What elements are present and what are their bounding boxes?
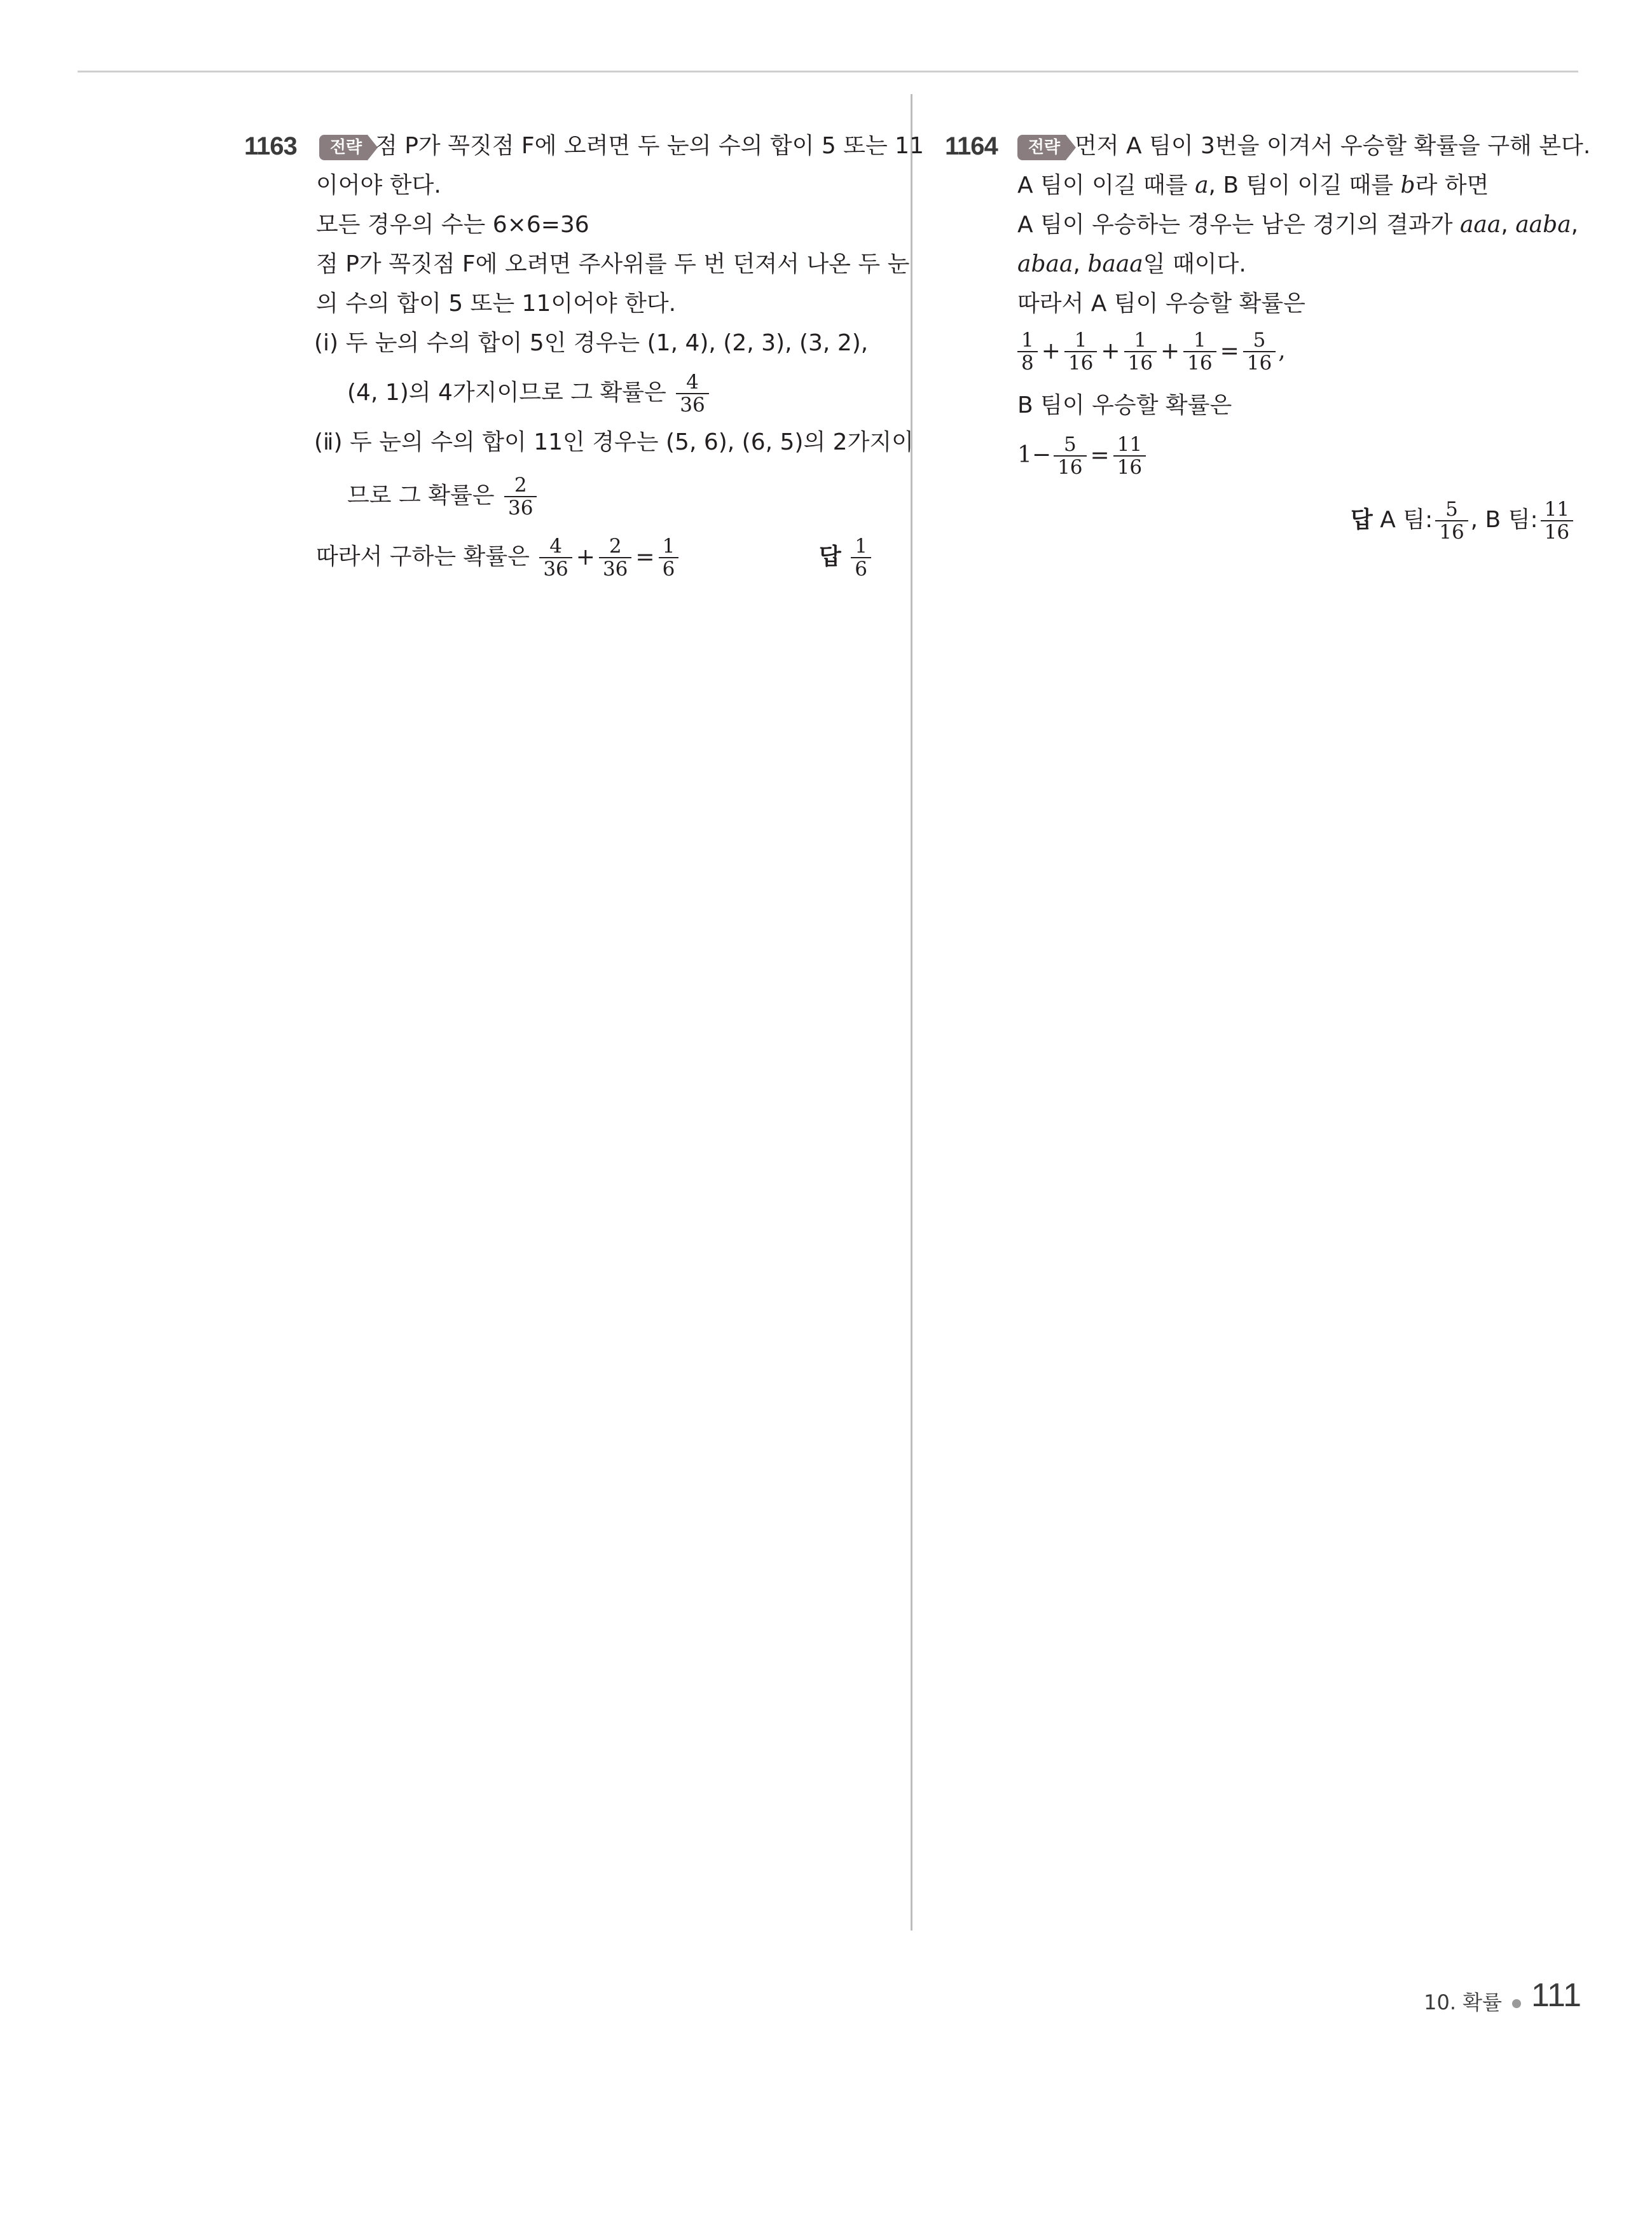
top-rule [78, 71, 1578, 72]
strategy-badge-label: 전략 [1028, 138, 1061, 157]
strategy-badge [319, 135, 378, 160]
fraction: $\frac{4}{36}$ [676, 371, 708, 416]
text-span: 따라서 구하는 확률은 [316, 544, 530, 570]
fraction: $\frac{1}{8}$ [1017, 329, 1038, 374]
answer-a-fraction: $\frac{5}{16}$ [1435, 499, 1468, 543]
text-line: 따라서 A 팀이 우승할 확률은 [1017, 291, 1305, 317]
fraction: $\frac{1}{16}$ [1064, 329, 1097, 374]
final-probability: 따라서 구하는 확률은 $\frac{4}{36}$ + $\frac{2}{36}$ = $\frac{1}{6}$ [316, 535, 681, 580]
answer-b-fraction: $\frac{11}{16}$ [1541, 499, 1573, 543]
fraction: $\frac{5}{16}$ [1054, 434, 1086, 478]
answer-b-label: , B 팀: [1470, 507, 1538, 533]
text-line: 이어야 한다. [316, 172, 441, 198]
sum-expression: $\frac{1}{8}$ + $\frac{1}{16}$ + $\frac{1}{16}$ + $\frac{1}{16}$ = $\frac{5}{16}$ , [1015, 329, 1286, 374]
text-line: abaa, baaa일 때이다. [1017, 251, 1246, 277]
fraction: $\frac{2}{36}$ [599, 535, 631, 580]
text-span: 므로 그 확률은 [347, 483, 495, 509]
problem-number: 1164 [945, 132, 998, 160]
fraction: $\frac{4}{36}$ [539, 535, 572, 580]
answer [819, 535, 874, 580]
fraction: $\frac{1}{16}$ [1124, 329, 1157, 374]
text-line: B 팀이 우승할 확률은 [1017, 392, 1232, 418]
answer-label: 답 [1351, 507, 1373, 533]
strategy-badge [1017, 135, 1076, 160]
text-line: 모든 경우의 수는 6×6=36 [316, 212, 589, 238]
case-i-probability [347, 371, 712, 416]
text-line: 점 P가 꼭짓점 F에 오려면 주사위를 두 번 던져서 나온 두 눈 [316, 251, 910, 277]
fraction: $\frac{2}{36}$ [504, 474, 537, 519]
answer [1351, 499, 1576, 543]
text-line: A 팀이 우승하는 경우는 남은 경기의 결과가 aaa, aaba, [1017, 212, 1579, 238]
fraction: $\frac{1}{16}$ [1183, 329, 1216, 374]
text-line: A 팀이 이길 때를 a, B 팀이 이길 때를 b라 하면 [1017, 172, 1489, 198]
answer-label: 답 [819, 544, 841, 570]
fraction: $\frac{5}{16}$ [1243, 329, 1276, 374]
fraction: $\frac{1}{6}$ [659, 535, 679, 580]
page-number: 111 [1531, 1977, 1582, 2014]
answer-a-label: A 팀: [1380, 507, 1433, 533]
fraction: $\frac{11}{16}$ [1113, 434, 1146, 478]
text-line: 의 수의 합이 5 또는 11이어야 한다. [316, 291, 677, 317]
section-title: 10. 확률 [1424, 1990, 1502, 2014]
case-ii-line: (ⅱ) 두 눈의 수의 합이 11인 경우는 (5, 6), (6, 5)의 2가지이 [314, 429, 914, 455]
footer-dot [1512, 1999, 1521, 2008]
text-line: 먼저 A 팀이 3번을 이겨서 우승할 확률을 구해 본다. [1075, 133, 1591, 159]
column-divider [911, 94, 912, 1931]
answer-fraction: $\frac{1}{6}$ [851, 535, 871, 580]
text-span: (4, 1)의 4가지이므로 그 확률은 [347, 380, 666, 406]
text-line: 점 P가 꼭짓점 F에 오려면 두 눈의 수의 합이 5 또는 11 [375, 133, 924, 159]
problem-number: 1163 [244, 132, 297, 160]
complement-expression: 1− $\frac{5}{16}$ = $\frac{11}{16}$ [1017, 434, 1148, 478]
case-i-line: (ⅰ) 두 눈의 수의 합이 5인 경우는 (1, 4), (2, 3), (3, 2), [314, 330, 869, 356]
strategy-badge-label: 전략 [329, 138, 362, 157]
case-ii-probability [347, 474, 539, 519]
